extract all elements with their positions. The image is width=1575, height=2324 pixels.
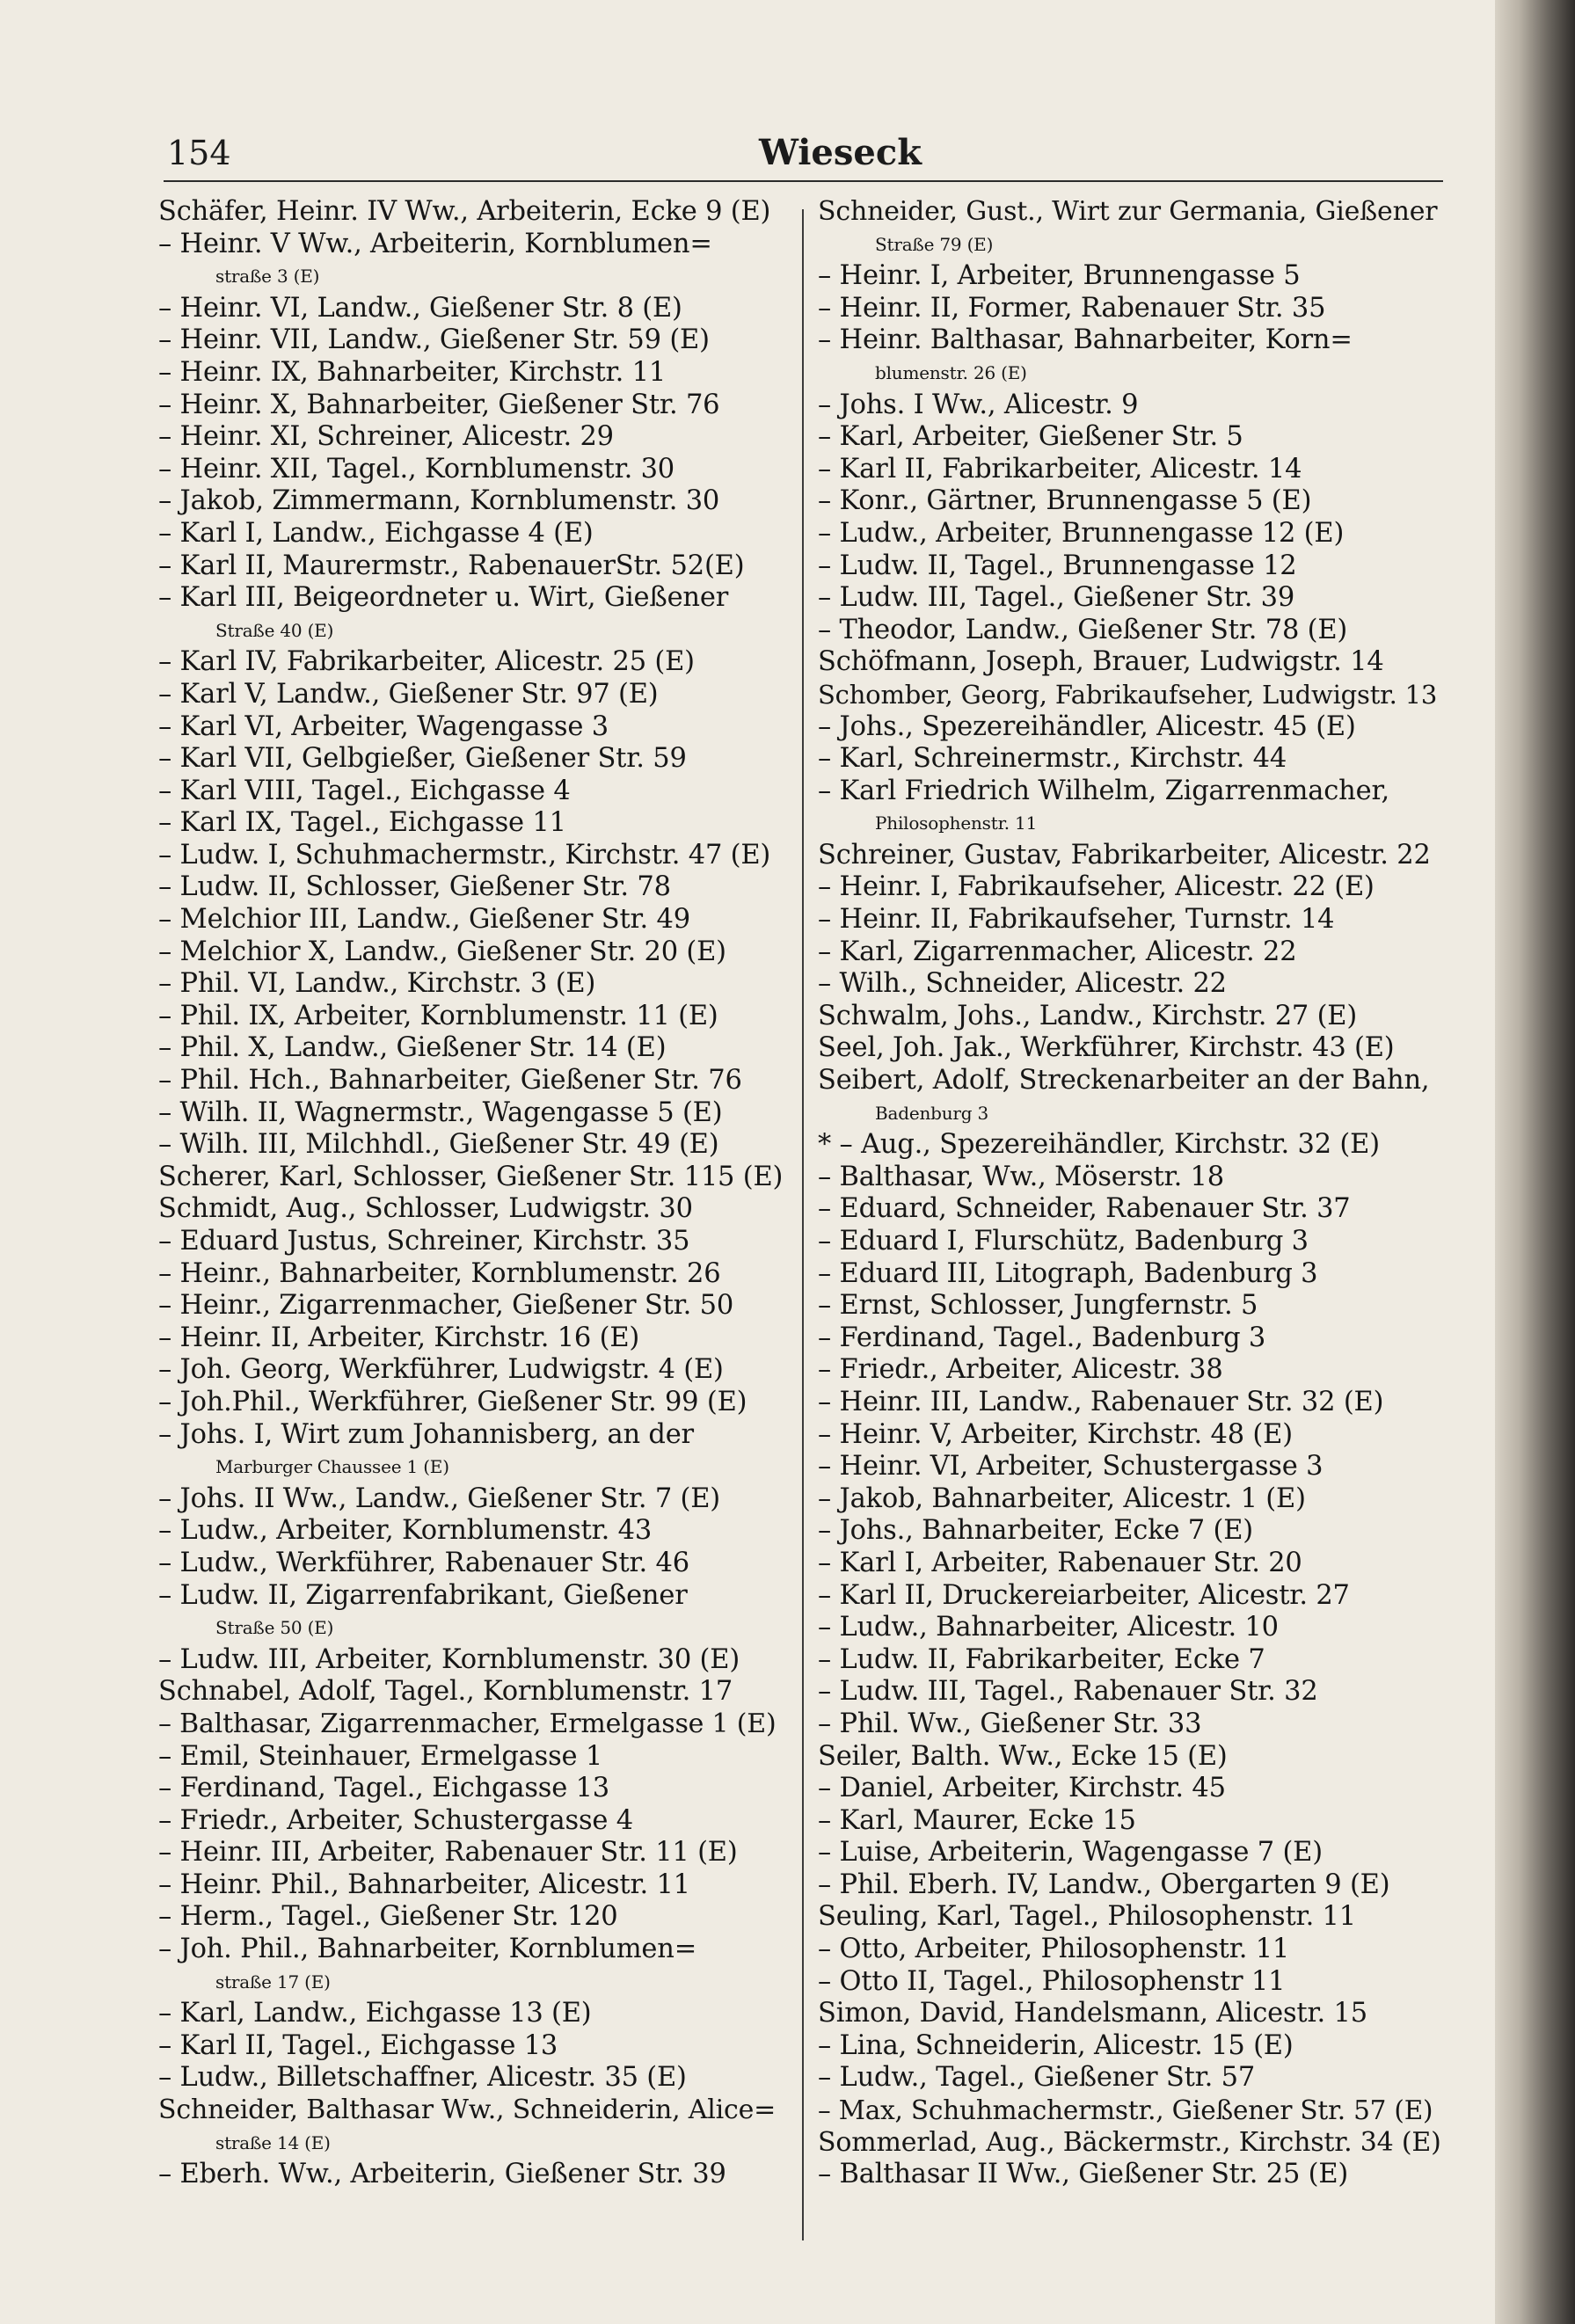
directory-entry: Badenburg 3: [875, 1102, 989, 1124]
directory-entry: – Otto, Arbeiter, Philosophenstr. 11: [818, 1934, 1290, 1965]
directory-entry: – Ludw., Tagel., Gießener Str. 57: [818, 2062, 1256, 2094]
directory-entry: – Karl, Maurer, Ecke 15: [818, 1804, 1136, 1836]
directory-entry: – Karl, Arbeiter, Gießener Str. 5: [818, 421, 1243, 453]
running-head: Wieseck: [759, 132, 922, 173]
directory-entry: – Jakob, Bahnarbeiter, Alicestr. 1 (E): [818, 1483, 1306, 1514]
directory-entry: – Eduard, Schneider, Rabenauer Str. 37: [818, 1193, 1351, 1225]
directory-entry: – Heinr. II, Former, Rabenauer Str. 35: [818, 292, 1326, 324]
directory-entry: Sommerlad, Aug., Bäckermstr., Kirchstr. 34 (E): [818, 2126, 1441, 2158]
directory-entry: – Wilh. III, Milchhdl., Gießener Str. 49 (E): [158, 1129, 719, 1161]
directory-entry: – Ludw. II, Schlosser, Gießener Str. 78: [158, 871, 671, 903]
directory-entry: Straße 50 (E): [215, 1617, 334, 1639]
directory-entry: – Johs. I, Wirt zum Johannisberg, an der: [158, 1418, 694, 1450]
directory-entry: – Theodor, Landw., Gießener Str. 78 (E): [818, 614, 1348, 645]
directory-entry: – Heinr. Phil., Bahnarbeiter, Alicestr. 11: [158, 1869, 690, 1900]
directory-entry: Schreiner, Gustav, Fabrikarbeiter, Alicestr. 22: [818, 839, 1431, 871]
directory-entry: Simon, David, Handelsmann, Alicestr. 15: [818, 1998, 1367, 2029]
directory-entry: Philosophenstr. 11: [875, 812, 1038, 834]
directory-entry: – Balthasar II Ww., Gießener Str. 25 (E): [818, 2159, 1349, 2190]
directory-entry: – Karl II, Fabrikarbeiter, Alicestr. 14: [818, 453, 1302, 484]
directory-entry: – Balthasar, Ww., Möserstr. 18: [818, 1161, 1224, 1192]
directory-entry: – Ferdinand, Tagel., Badenburg 3: [818, 1322, 1266, 1353]
directory-entry: Schomber, Georg, Fabrikaufseher, Ludwigstr. 13: [818, 679, 1438, 710]
directory-entry: Straße 40 (E): [215, 619, 334, 641]
directory-entry: Seel, Joh. Jak., Werkführer, Kirchstr. 43 (E): [818, 1032, 1395, 1064]
directory-entry: – Phil. Ww., Gießener Str. 33: [818, 1708, 1202, 1739]
directory-entry: – Heinr. VI, Landw., Gießener Str. 8 (E): [158, 292, 682, 324]
directory-entry: – Karl, Landw., Eichgasse 13 (E): [158, 1998, 592, 2029]
directory-entry: – Heinr. VI, Arbeiter, Schustergasse 3: [818, 1451, 1323, 1483]
header-rule: [164, 180, 1443, 182]
directory-entry: – Karl IV, Fabrikarbeiter, Alicestr. 25 (E): [158, 646, 695, 678]
directory-entry: * – Aug., Spezereihändler, Kirchstr. 32 (E): [818, 1129, 1380, 1161]
directory-entry: Schneider, Gust., Wirt zur Germania, Gießener: [818, 196, 1438, 227]
directory-entry: straße 14 (E): [215, 2131, 331, 2153]
directory-entry: – Herm., Tagel., Gießener Str. 120: [158, 1901, 618, 1933]
directory-entry: – Ludw. III, Arbeiter, Kornblumenstr. 30 (E): [158, 1643, 740, 1675]
page-number: 154: [167, 134, 231, 172]
directory-entry: – Karl III, Beigeordneter u. Wirt, Gießener: [158, 582, 729, 614]
directory-entry: blumenstr. 26 (E): [875, 361, 1027, 383]
directory-entry: – Lina, Schneiderin, Alicestr. 15 (E): [818, 2029, 1294, 2061]
directory-entry: Schwalm, Johs., Landw., Kirchstr. 27 (E): [818, 1000, 1358, 1031]
directory-entry: – Heinr., Bahnarbeiter, Kornblumenstr. 26: [158, 1257, 721, 1289]
directory-entry: – Ludw. II, Fabrikarbeiter, Ecke 7: [818, 1643, 1265, 1675]
directory-entry: – Karl I, Landw., Eichgasse 4 (E): [158, 517, 594, 549]
directory-entry: – Johs., Bahnarbeiter, Ecke 7 (E): [818, 1515, 1253, 1547]
directory-entry: – Heinr. III, Arbeiter, Rabenauer Str. 11 (E): [158, 1837, 738, 1869]
directory-entry: – Ludw. III, Tagel., Gießener Str. 39: [818, 582, 1295, 614]
directory-entry: – Karl Friedrich Wilhelm, Zigarrenmacher,: [818, 775, 1389, 806]
directory-entry: – Heinr. I, Fabrikaufseher, Alicestr. 22 (E): [818, 871, 1374, 903]
directory-entry: – Ludw. II, Tagel., Brunnengasse 12: [818, 550, 1297, 581]
directory-entry: – Melchior III, Landw., Gießener Str. 49: [158, 904, 690, 936]
directory-entry: – Joh.Phil., Werkführer, Gießener Str. 99 (E): [158, 1386, 747, 1417]
directory-entry: – Melchior X, Landw., Gießener Str. 20 (E): [158, 936, 726, 967]
directory-entry: – Eduard Justus, Schreiner, Kirchstr. 35: [158, 1226, 690, 1257]
directory-entry: – Karl VI, Arbeiter, Wagengasse 3: [158, 710, 609, 742]
directory-entry: – Otto II, Tagel., Philosophenstr 11: [818, 1965, 1286, 1997]
directory-entry: – Karl VII, Gelbgießer, Gießener Str. 59: [158, 743, 687, 775]
directory-entry: – Ernst, Schlosser, Jungfernstr. 5: [818, 1290, 1258, 1322]
directory-entry: Schnabel, Adolf, Tagel., Kornblumenstr. 17: [158, 1676, 733, 1708]
directory-entry: – Heinr. III, Landw., Rabenauer Str. 32 (E): [818, 1386, 1384, 1417]
directory-entry: – Phil. VI, Landw., Kirchstr. 3 (E): [158, 968, 596, 1000]
directory-entry: Schäfer, Heinr. IV Ww., Arbeiterin, Ecke 9 (E): [158, 196, 771, 227]
directory-entry: – Phil. Eberh. IV, Landw., Obergarten 9 (E): [818, 1869, 1390, 1900]
directory-entry: – Johs., Spezereihändler, Alicestr. 45 (E): [818, 710, 1356, 742]
directory-entry: – Phil. X, Landw., Gießener Str. 14 (E): [158, 1032, 667, 1064]
directory-entry: – Wilh., Schneider, Alicestr. 22: [818, 968, 1227, 1000]
directory-entry: – Eduard III, Litograph, Badenburg 3: [818, 1257, 1318, 1289]
directory-entry: – Max, Schuhmachermstr., Gießener Str. 57 (E): [818, 2095, 1433, 2126]
directory-entry: Schneider, Balthasar Ww., Schneiderin, Alice=: [158, 2095, 777, 2126]
directory-entry: – Heinr. VII, Landw., Gießener Str. 59 (E): [158, 324, 710, 356]
directory-entry: straße 3 (E): [215, 266, 320, 288]
directory-entry: – Karl V, Landw., Gießener Str. 97 (E): [158, 678, 659, 710]
directory-entry: – Friedr., Arbeiter, Schustergasse 4: [158, 1804, 633, 1836]
directory-entry: Seibert, Adolf, Streckenarbeiter an der Bahn,: [818, 1065, 1430, 1096]
directory-entry: – Heinr. II, Arbeiter, Kirchstr. 16 (E): [158, 1322, 640, 1353]
directory-entry: – Heinr. X, Bahnarbeiter, Gießener Str. 76: [158, 389, 720, 420]
directory-entry: – Emil, Steinhauer, Ermelgasse 1: [158, 1740, 603, 1772]
directory-entry: – Ludw., Arbeiter, Brunnengasse 12 (E): [818, 517, 1345, 549]
directory-entry: – Heinr. V Ww., Arbeiterin, Kornblumen=: [158, 228, 712, 259]
directory-entry: Marburger Chaussee 1 (E): [215, 1456, 449, 1478]
right-column: [818, 196, 1442, 2191]
directory-entry: Seiler, Balth. Ww., Ecke 15 (E): [818, 1740, 1228, 1772]
directory-entry: – Heinr., Zigarrenmacher, Gießener Str. 50: [158, 1290, 734, 1322]
directory-entry: – Johs. II Ww., Landw., Gießener Str. 7 (E): [158, 1483, 721, 1514]
directory-entry: – Luise, Arbeiterin, Wagengasse 7 (E): [818, 1837, 1323, 1869]
directory-entry: – Karl, Zigarrenmacher, Alicestr. 22: [818, 936, 1297, 967]
directory-entry: – Jakob, Zimmermann, Kornblumenstr. 30: [158, 485, 720, 517]
directory-entry: – Karl, Schreinermstr., Kirchstr. 44: [818, 743, 1287, 775]
directory-entry: – Daniel, Arbeiter, Kirchstr. 45: [818, 1773, 1226, 1804]
directory-entry: – Ferdinand, Tagel., Eichgasse 13: [158, 1773, 610, 1804]
directory-entry: – Heinr. Balthasar, Bahnarbeiter, Korn=: [818, 324, 1353, 356]
directory-entry: – Joh. Georg, Werkführer, Ludwigstr. 4 (E): [158, 1354, 724, 1386]
directory-entry: – Heinr. XII, Tagel., Kornblumenstr. 30: [158, 453, 675, 484]
directory-entry: – Karl IX, Tagel., Eichgasse 11: [158, 807, 566, 839]
directory-entry: – Phil. Hch., Bahnarbeiter, Gießener Str. 76: [158, 1065, 742, 1096]
directory-entry: – Karl VIII, Tagel., Eichgasse 4: [158, 775, 571, 806]
directory-entry: – Eberh. Ww., Arbeiterin, Gießener Str. 39: [158, 2159, 726, 2190]
directory-entry: – Ludw., Bahnarbeiter, Alicestr. 10: [818, 1612, 1279, 1643]
directory-entry: – Karl II, Tagel., Eichgasse 13: [158, 2029, 558, 2061]
directory-entry: Schmidt, Aug., Schlosser, Ludwigstr. 30: [158, 1193, 693, 1225]
directory-entry: – Heinr. IX, Bahnarbeiter, Kirchstr. 11: [158, 356, 667, 388]
directory-entry: – Johs. I Ww., Alicestr. 9: [818, 389, 1139, 420]
directory-entry: – Heinr. V, Arbeiter, Kirchstr. 48 (E): [818, 1418, 1293, 1450]
directory-entry: – Heinr. II, Fabrikaufseher, Turnstr. 14: [818, 904, 1335, 936]
directory-entry: – Eduard I, Flurschütz, Badenburg 3: [818, 1226, 1309, 1257]
directory-entry: – Karl II, Druckereiarbeiter, Alicestr. 27: [818, 1579, 1350, 1611]
left-column: [158, 196, 783, 2191]
directory-entry: – Ludw. I, Schuhmachermstr., Kirchstr. 47 (E): [158, 839, 771, 871]
directory-entry: – Ludw., Arbeiter, Kornblumenstr. 43: [158, 1515, 653, 1547]
directory-entry: – Ludw. II, Zigarrenfabrikant, Gießener: [158, 1579, 688, 1611]
column-divider: [802, 209, 804, 2240]
directory-entry: – Ludw., Werkführer, Rabenauer Str. 46: [158, 1547, 689, 1578]
directory-entry: – Wilh. II, Wagnermstr., Wagengasse 5 (E): [158, 1096, 723, 1128]
directory-entry: Scherer, Karl, Schlosser, Gießener Str. 115 (E): [158, 1161, 784, 1192]
directory-entry: straße 17 (E): [215, 1971, 331, 1993]
directory-entry: – Karl II, Maurermstr., RabenauerStr. 52(E): [158, 550, 745, 581]
directory-entry: – Heinr. XI, Schreiner, Alicestr. 29: [158, 421, 614, 453]
directory-entry: – Heinr. I, Arbeiter, Brunnengasse 5: [818, 260, 1301, 292]
directory-entry: – Ludw., Billetschaffner, Alicestr. 35 (E): [158, 2062, 687, 2094]
directory-entry: – Phil. IX, Arbeiter, Kornblumenstr. 11 (E): [158, 1000, 718, 1031]
directory-entry: Seuling, Karl, Tagel., Philosophenstr. 11: [818, 1901, 1356, 1933]
directory-entry: Straße 79 (E): [875, 233, 994, 255]
directory-entry: – Balthasar, Zigarrenmacher, Ermelgasse 1 (E): [158, 1708, 777, 1739]
directory-entry: – Karl I, Arbeiter, Rabenauer Str. 20: [818, 1547, 1302, 1578]
directory-entry: – Konr., Gärtner, Brunnengasse 5 (E): [818, 485, 1312, 517]
directory-entry: – Ludw. III, Tagel., Rabenauer Str. 32: [818, 1676, 1318, 1708]
directory-entry: – Friedr., Arbeiter, Alicestr. 38: [818, 1354, 1223, 1386]
directory-entry: Schöfmann, Joseph, Brauer, Ludwigstr. 14: [818, 646, 1384, 678]
page-edge-shadow: [1495, 0, 1575, 2324]
directory-entry: – Joh. Phil., Bahnarbeiter, Kornblumen=: [158, 1934, 697, 1965]
